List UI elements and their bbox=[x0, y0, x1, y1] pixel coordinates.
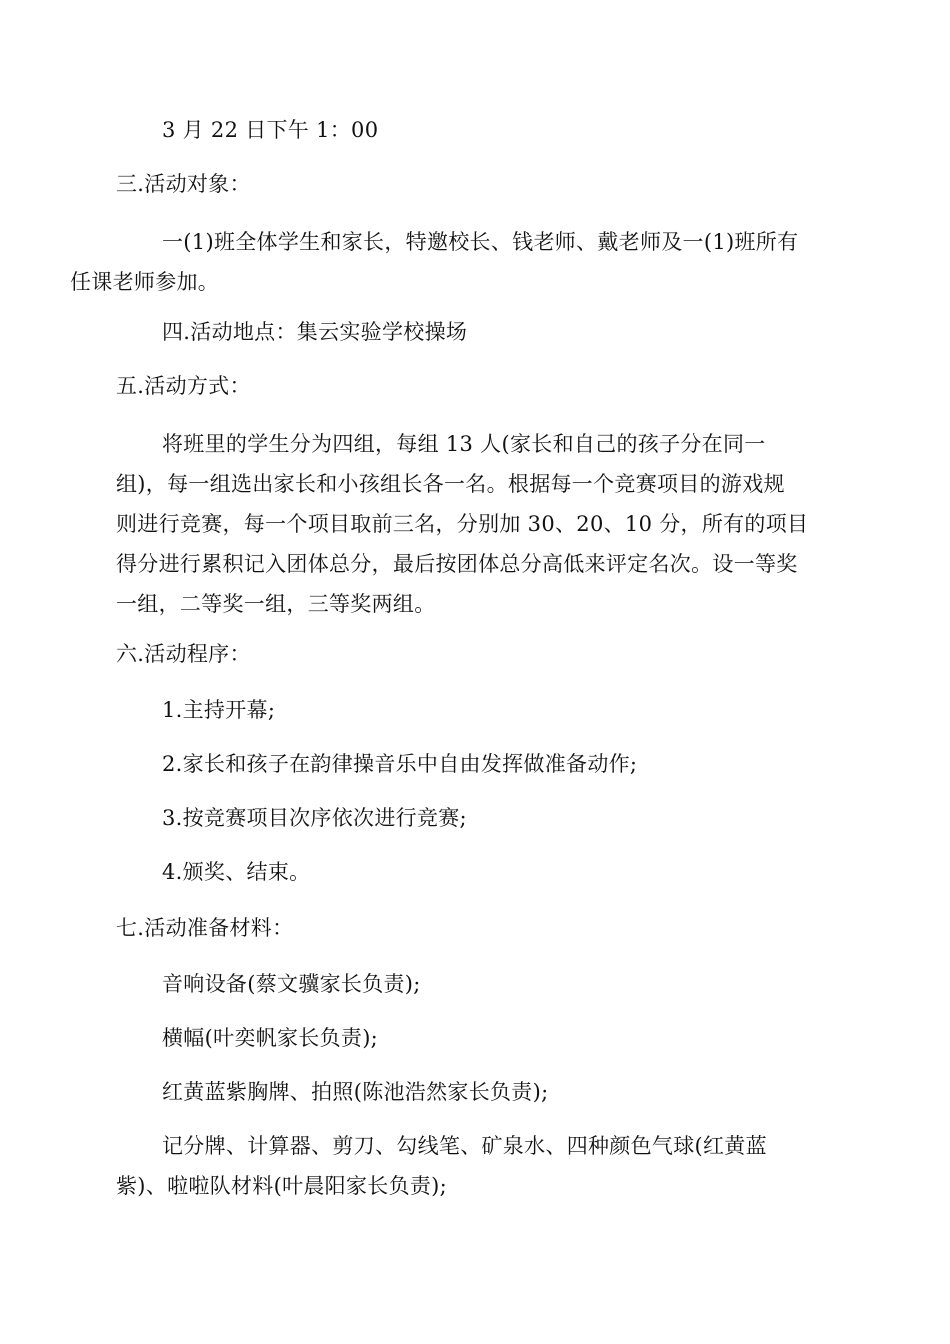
section-6-item-1: 1.主持开幕; bbox=[162, 698, 276, 722]
section-5-body-line-5: 一组，二等奖一组，三等奖两组。 bbox=[116, 592, 436, 616]
section-6-item-2: 2.家长和孩子在韵律操音乐中自由发挥做准备动作; bbox=[162, 752, 638, 776]
section-6-item-4: 4.颁奖、结束。 bbox=[162, 860, 311, 884]
section-6-heading: 六.活动程序： bbox=[116, 642, 251, 666]
section-3-heading: 三.活动对象： bbox=[116, 172, 251, 196]
section-4-line: 四.活动地点：集云实验学校操场 bbox=[162, 320, 468, 344]
section-7-item-4 bbox=[116, 1126, 836, 1206]
section-7-item-2: 横幅(叶奕帆家长负责); bbox=[162, 1026, 379, 1050]
section-5-body bbox=[116, 424, 836, 624]
section-5-heading: 五.活动方式： bbox=[116, 374, 251, 398]
section-7-heading: 七.活动准备材料： bbox=[116, 916, 294, 940]
activity-time-text: 3 月 22 日下午 1：00 bbox=[162, 118, 379, 142]
section-3-body-line-2: 任课老师参加。 bbox=[70, 270, 220, 294]
section-6-item-3: 3.按竞赛项目次序依次进行竞赛; bbox=[162, 806, 467, 830]
section-3-body bbox=[70, 222, 836, 302]
section-5-body-line-1: 将班里的学生分为四组，每组 13 人(家长和自己的孩子分在同一 bbox=[162, 432, 766, 456]
activity-time-line bbox=[116, 110, 836, 150]
section-5-body-line-4: 得分进行累积记入团体总分，最后按团体总分高低来评定名次。设一等奖 bbox=[116, 552, 798, 576]
section-7-item-3: 红黄蓝紫胸牌、拍照(陈池浩然家长负责); bbox=[162, 1080, 549, 1104]
section-7-item-4-line-2: 紫)、啦啦队材料(叶晨阳家长负责); bbox=[116, 1174, 448, 1198]
section-3-body-line-1: 一(1)班全体学生和家长，特邀校长、钱老师、戴老师及一(1)班所有 bbox=[162, 230, 799, 254]
section-5-body-line-3: 则进行竞赛，每一个项目取前三名，分别加 30、20、10 分，所有的项目 bbox=[116, 512, 809, 536]
section-7-item-4-line-1: 记分牌、计算器、剪刀、勾线笔、矿泉水、四种颜色气球(红黄蓝 bbox=[162, 1134, 767, 1158]
section-7-item-1: 音响设备(蔡文骥家长负责); bbox=[162, 972, 421, 996]
section-5-body-line-2: 组)，每一组选出家长和小孩组长各一名。根据每一个竞赛项目的游戏规 bbox=[116, 472, 785, 496]
